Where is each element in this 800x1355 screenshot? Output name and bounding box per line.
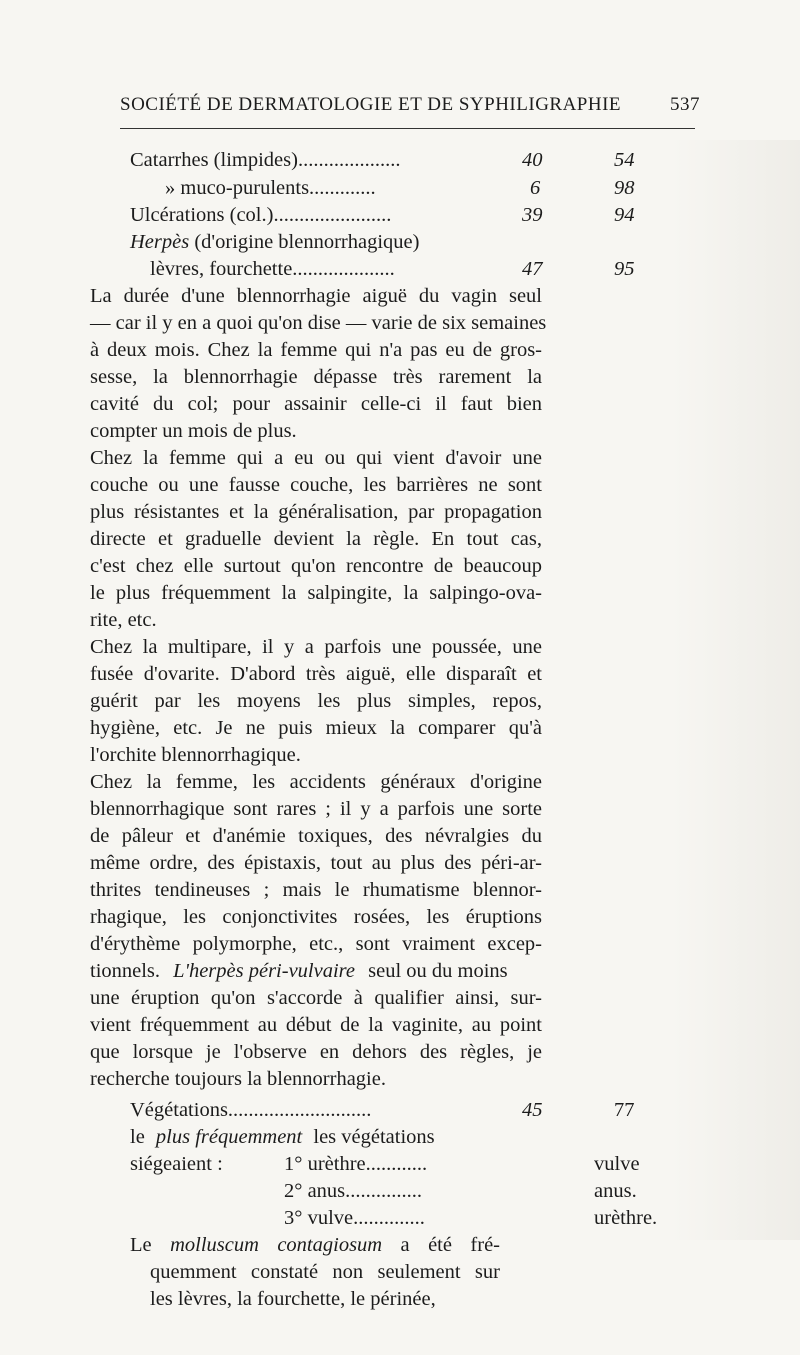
table-row	[130, 229, 500, 255]
row-value-a: 40	[522, 149, 543, 171]
text-line: hygiène, etc. Je ne puis mieux la comparer qu'à	[90, 717, 542, 739]
row-site: urèthre.	[594, 1207, 658, 1229]
table-row	[284, 1205, 500, 1231]
text-line: que lorsque je l'observe en dehors des règles, je	[90, 1041, 542, 1063]
text-line: rite, etc.	[90, 609, 157, 631]
text-line: siégeaient :	[130, 1153, 223, 1175]
row-label: 2° anus	[284, 1180, 346, 1202]
leader-dots: ............................	[227, 1099, 372, 1121]
row-label: » muco-purulents	[165, 177, 310, 199]
text-line: vient fréquemment au début de la vaginite, au point	[90, 1014, 542, 1036]
text-line: le plus fréquemment la salpingite, la salpingo-ova-	[90, 582, 542, 604]
text-line: La durée d'une blennorrhagie aiguë du vagin seul	[90, 285, 542, 307]
text-line: directe et graduelle devient la règle. En tout cas,	[90, 528, 542, 550]
text-line: quemment constaté non seulement sur	[150, 1261, 500, 1283]
text-fragment: Le	[130, 1234, 152, 1256]
leader-dots: ..............	[353, 1207, 425, 1229]
table-row	[130, 202, 500, 228]
text-line: couche ou une fausse couche, les barrières ne sont	[90, 474, 542, 496]
table-row	[165, 175, 500, 201]
row-value-a: 6	[530, 177, 541, 199]
row-value-b: 54	[614, 149, 635, 171]
text-line: compter un mois de plus.	[90, 420, 297, 442]
table-row	[284, 1178, 500, 1204]
row-label: Végétations	[130, 1099, 228, 1121]
row-label: 3° vulve	[284, 1207, 354, 1229]
text-fragment: a été fré-	[400, 1234, 500, 1256]
row-site: vulve	[594, 1153, 640, 1175]
text-fragment: le	[130, 1126, 145, 1148]
row-value-b: 94	[614, 204, 635, 226]
text-line: de pâleur et d'anémie toxiques, des névralgies du	[90, 825, 542, 847]
leader-dots: ....................	[292, 258, 395, 280]
text-line	[90, 958, 542, 984]
text-fragment: tionnels.	[90, 960, 161, 982]
table-row	[130, 1097, 500, 1123]
text-line: l'orchite blennorrhagique.	[90, 744, 301, 766]
row-label: 1° urèthre	[284, 1153, 366, 1175]
row-value-b: 77	[614, 1099, 635, 1121]
row-label: Catarrhes (limpides)	[130, 149, 298, 171]
text-line: une éruption qu'on s'accorde à qualifier ainsi, sur-	[90, 987, 542, 1009]
page-number: 537	[670, 94, 700, 115]
text-line: cavité du col; pour assainir celle-ci il faut bien	[90, 393, 542, 415]
text-fragment-italic: plus fréquemment	[155, 1126, 303, 1148]
row-site: anus.	[594, 1180, 637, 1202]
row-value-a: 45	[522, 1099, 543, 1121]
text-line: sesse, la blennorrhagie dépasse très rarement la	[90, 366, 542, 388]
text-line: thrites tendineuses ; mais le rhumatisme blennor-	[90, 879, 542, 901]
row-label: lèvres, fourchette	[150, 258, 293, 280]
text-line: même ordre, des épistaxis, tout au plus des péri-ar-	[90, 852, 542, 874]
text-line: Chez la femme, les accidents généraux d'origine	[90, 771, 542, 793]
text-line: guérit par les moyens les plus simples, repos,	[90, 690, 542, 712]
table-row	[130, 147, 500, 173]
running-title: SOCIÉTÉ DE DERMATOLOGIE ET DE SYPHILIGRAPHIE	[120, 94, 622, 115]
row-label: (d'origine blennorrhagique)	[189, 231, 420, 253]
header-rule	[120, 128, 695, 129]
row-label: Ulcérations (col.)	[130, 204, 274, 226]
text-line	[130, 1124, 550, 1150]
text-line: d'érythème polymorphe, etc., sont vraiment excep-	[90, 933, 542, 955]
leader-dots: .......................	[273, 204, 392, 226]
leader-dots: ....................	[297, 149, 401, 171]
leader-dots: ............	[365, 1153, 428, 1175]
text-fragment-italic: molluscum contagiosum	[170, 1234, 383, 1256]
text-line: rhagique, les conjonctivites rosées, les éruptions	[90, 906, 542, 928]
text-fragment: seul ou du moins	[368, 960, 508, 982]
text-line: fusée d'ovarite. D'abord très aiguë, elle disparaît et	[90, 663, 542, 685]
text-line: Chez la femme qui a eu ou qui vient d'avoir une	[90, 447, 542, 469]
show-through-shadow	[670, 140, 800, 1240]
row-value-b: 98	[614, 177, 635, 199]
table-row	[150, 256, 500, 282]
row-value-a: 47	[522, 258, 543, 280]
text-line: recherche toujours la blennorrhagie.	[90, 1068, 386, 1090]
leader-dots: .............	[309, 177, 376, 199]
table-row	[284, 1151, 500, 1177]
row-value-b: 95	[614, 258, 635, 280]
text-line: c'est chez elle surtout qu'on rencontre de beaucoup	[90, 555, 542, 577]
text-line: à deux mois. Chez la femme qui n'a pas eu de gros-	[90, 339, 542, 361]
text-line: les lèvres, la fourchette, le périnée,	[150, 1288, 436, 1310]
text-line: — car il y en a quoi qu'on dise — varie de six semaines	[90, 312, 547, 334]
text-line: Chez la multipare, il y a parfois une poussée, une	[90, 636, 542, 658]
row-value-a: 39	[522, 204, 543, 226]
text-fragment-italic: L'herpès péri-vulvaire	[173, 960, 355, 982]
text-line	[130, 1232, 500, 1258]
running-header	[120, 94, 700, 122]
leader-dots: ...............	[345, 1180, 423, 1202]
text-line: blennorrhagique sont rares ; il y a parfois une sorte	[90, 798, 542, 820]
row-label-italic: Herpès	[130, 231, 190, 253]
text-line: plus résistantes et la généralisation, par propagation	[90, 501, 542, 523]
text-fragment: les végétations	[313, 1126, 435, 1148]
